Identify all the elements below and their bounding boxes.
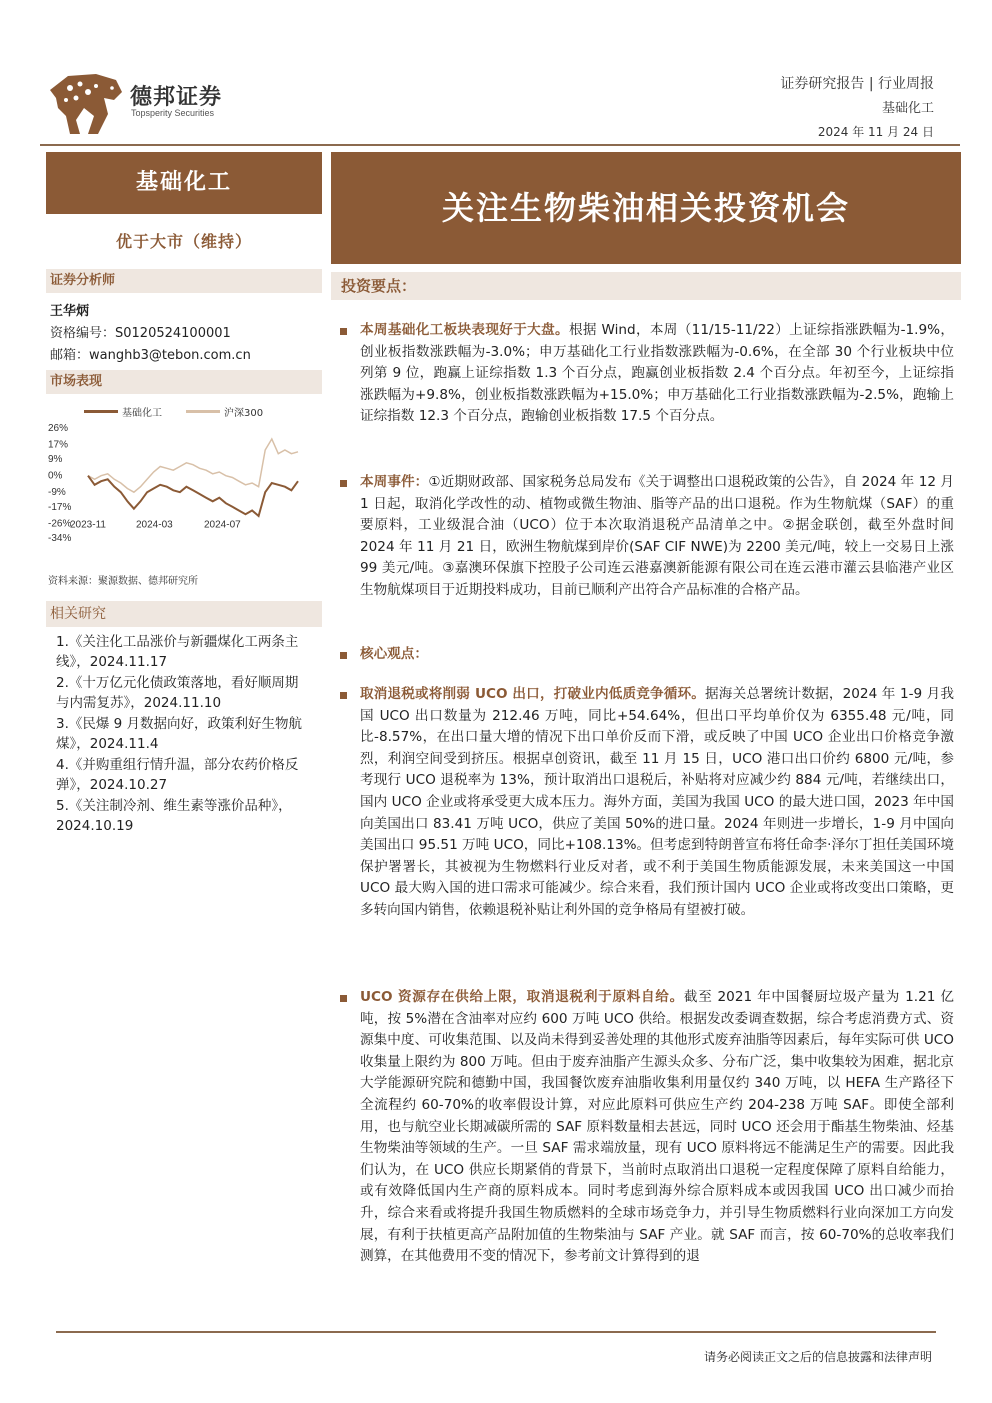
- brand-name-cn: 德邦证券: [130, 85, 223, 110]
- brand-name-en: Topsperity Securities: [131, 108, 215, 118]
- leopard-logo-icon: [46, 70, 124, 136]
- paragraph-lead: 取消退税或将削弱 UCO 出口，打破业内低质竞争循环。: [360, 686, 706, 702]
- square-bullet-icon: [340, 995, 347, 1002]
- paragraph-uco-supply: [338, 987, 954, 1268]
- related-item[interactable]: 2.《十万亿元化债政策落地，看好顺周期与内需复苏》，2024.11.10: [56, 675, 299, 711]
- square-bullet-icon: [340, 652, 347, 659]
- paragraph-lead: UCO 资源存在供给上限，取消退税利于原料自给。: [360, 989, 684, 1005]
- series-line: [88, 439, 298, 492]
- legend-swatch-index: [186, 410, 220, 413]
- y-tick-label: -34%: [48, 533, 72, 544]
- legend-label-index: 沪深300: [224, 408, 264, 419]
- x-tick-label: 2024-03: [136, 519, 173, 531]
- paragraph-core-views: [338, 644, 954, 666]
- related-item[interactable]: 3.《民爆 9 月数据向好，政策利好生物航煤》，2024.11.4: [56, 716, 303, 752]
- related-heading: 相关研究: [46, 601, 322, 627]
- rating-label: 优于大市（维持）: [115, 232, 252, 251]
- paragraph-text: ①近期财政部、国家税务总局发布《关于调整出口退税政策的公告》，自 2024 年 12 月 1 日起，取消化学改性的动、植物或微生物油、脂等产品的出口退税。作为生物航煤（SAF）的重要原料，工业级混合油（UCO）位于本次取消退税产品清单之中。②据金联创，截至外盘时间 2024 年 11 月 21 日，欧洲生物航煤到岸价(SAF CIF NWE)为 2200 美元/吨，较上一交易日上涨 99 美元/吨。③嘉澳环保旗下控股子公司连云港嘉澳新能源有限公司在连云港市灌云县临港产业区生物航煤项目于近期投料成功，目前已顺利产出符合产品标准的合格产品。: [360, 474, 954, 598]
- sector-label: 基础化工: [46, 152, 322, 214]
- related-item[interactable]: 4.《并购重组行情升温，部分农药价格反弹》，2024.10.27: [56, 757, 299, 793]
- report-title: 关注生物柴油相关投资机会: [331, 152, 961, 264]
- paragraph-text: 据海关总署统计数据，2024 年 1-9 月我国 UCO 出口数量为 212.46 万吨，同比+54.64%，但出口平均单价仅为 6355.48 元/吨，同比-8.57%，在出口量大增的情况下出口单价反而下滑，或反映了中国 UCO 企业出口价格竞争激烈，利润空间受到挤压。根据卓创资讯，截至 11 月 15 日，UCO 港口出口价约 6800 元/吨，参考现行 UCO 退税率为 13%，预计取消出口退税后，补贴将对应减少约 884 元/吨，若继续出口，国内 UCO 企业或将承受更大成本压力。海外方面，美国为我国 UCO 的最大进口国，2023 年中国向美国出口 83.41 万吨 UCO，供应了美国 50%的进口量。2024 年则进一步增长，1-9 月中国向美国出口 95.51 万吨 UCO，同比+108.13%。但考虑到特朗普宣布将任命李·泽尔丁担任美国环境保护署署长，其被视为生物燃料行业反对者，或不利于美国生物质能源发展，未来美国这一中国 UCO 最大购入国的进口需求可能减少。综合来看，我们预计国内 UCO 企业或将改变出口策略，更多转向国内销售，依赖退税补贴让利外国的竞争格局有望被打破。: [360, 686, 954, 918]
- x-tick-label: 2024-07: [204, 519, 241, 531]
- square-bullet-icon: [340, 692, 347, 699]
- market-performance-chart: [48, 418, 318, 548]
- x-tick-label: 2023-11: [70, 519, 106, 531]
- related-item[interactable]: 1.《关注化工品涨价与新疆煤化工两条主线》，2024.11.17: [56, 634, 299, 670]
- related-item[interactable]: 5.《关注制冷剂、维生素等涨价品种》，2024.10.19: [56, 798, 292, 834]
- paragraph-text: 截至 2021 年中国餐厨垃圾产量为 1.21 亿吨，按 5%潜在含油率对应约 600 万吨 UCO 供给。根据发改委调查数据，综合考虑消费方式、资源集中度、可收集范围、以及尚未得到妥善处理的其他形式废弃油脂等因素后，每年实际可供 UCO 收集量上限约为 800 万吨。但由于废弃油脂产生源头众多、分布广泛，集中收集较为困难，据北京大学能源研究院和德勤中国，我国餐饮废弃油脂收集利用量仅约 340 万吨，以 HEFA 生产路径下全流程约 60-70%的收率假设计算，对应此原料可供应生产约 204-238 万吨 SAF。即使全部利用，也与航空业长期减碳所需的 SAF 原料数量相去甚远，同时 UCO 还会用于酯基生物柴油、烃基生物柴油等领域的生产。一旦 SAF 需求端放量，现有 UCO 原料将远不能满足生产的需要。因此我们认为，在 UCO 供应长期紧俏的背景下，当前时点取消出口退税一定程度保障了原料自给能力，或有效降低国内生产商的原料成本。同时考虑到海外综合原料成本或因我国 UCO 出口减少而抬升，综合来看或将提升我国生物质燃料的全球市场竞争力，并引导生物质燃料行业向深加工方向发展，有利于扶植更高产品附加值的生物柴油与 SAF 产业。就 SAF 而言，按 60-70%的总收率我们测算，在其他费用不变的情况下，参考前文计算得到的退: [360, 989, 954, 1265]
- paragraph-lead: 本周基础化工板块表现好于大盘。: [360, 322, 569, 338]
- y-tick-label: 26%: [48, 423, 69, 434]
- paragraph-lead: 核心观点：: [360, 646, 428, 662]
- chart-source: 资料来源：聚源数据、德邦研究所: [48, 576, 198, 587]
- header-industry: 基础化工: [881, 101, 934, 116]
- analyst-license: 资格编号：S0120524100001: [50, 326, 231, 341]
- paragraph-weekly-events: [338, 472, 954, 602]
- y-tick-label: -9%: [48, 487, 66, 499]
- market-heading: 市场表现: [46, 370, 322, 394]
- analyst-email: 邮箱：wanghb3@tebon.com.cn: [50, 348, 251, 363]
- y-tick-label: 9%: [48, 454, 63, 466]
- y-tick-label: -17%: [48, 501, 72, 513]
- top-divider: [40, 144, 960, 146]
- paragraph-uco-export: [338, 684, 954, 922]
- bottom-divider: [56, 1331, 936, 1333]
- y-tick-label: -26%: [48, 518, 72, 530]
- analyst-heading: 证券分析师: [46, 269, 322, 293]
- square-bullet-icon: [340, 328, 347, 335]
- chart-legend: [84, 404, 263, 419]
- report-date: 2024 年 11 月 24 日: [817, 125, 934, 139]
- footer-disclaimer: 请务必阅读正文之后的信息披露和法律声明: [703, 1350, 932, 1364]
- paragraph-weekly-performance: [338, 320, 954, 428]
- related-research-list: [56, 633, 308, 838]
- key-points-heading: 投资要点：: [331, 272, 961, 300]
- paragraph-lead: 本周事件：: [360, 474, 429, 490]
- legend-label-sector: 基础化工: [122, 408, 162, 419]
- legend-swatch-sector: [84, 410, 118, 413]
- y-tick-label: 0%: [48, 470, 63, 482]
- report-type: 证券研究报告 | 行业周报: [780, 76, 934, 92]
- paragraph-text: 根据 Wind，本周（11/15-11/22）上证综指涨跌幅为-1.9%，创业板指数涨跌幅为-3.0%；申万基础化工行业指数涨跌幅为-0.6%，在全部 30 个行业板块中位列第 9 位，跑赢上证综指数 1.3 个百分点，跑赢创业板指数 2.4 个百分点。年初至今，上证综指涨跌幅为+9.8%，创业板指数涨跌幅为+15.0%；申万基础化工行业指数涨跌幅为-2.5%，跑输上证综指数 12.3 个百分点，跑输创业板指数 17.5 个百分点。: [360, 322, 954, 425]
- y-tick-label: 17%: [48, 439, 69, 451]
- square-bullet-icon: [340, 480, 347, 487]
- analyst-name: 王华炳: [50, 304, 90, 319]
